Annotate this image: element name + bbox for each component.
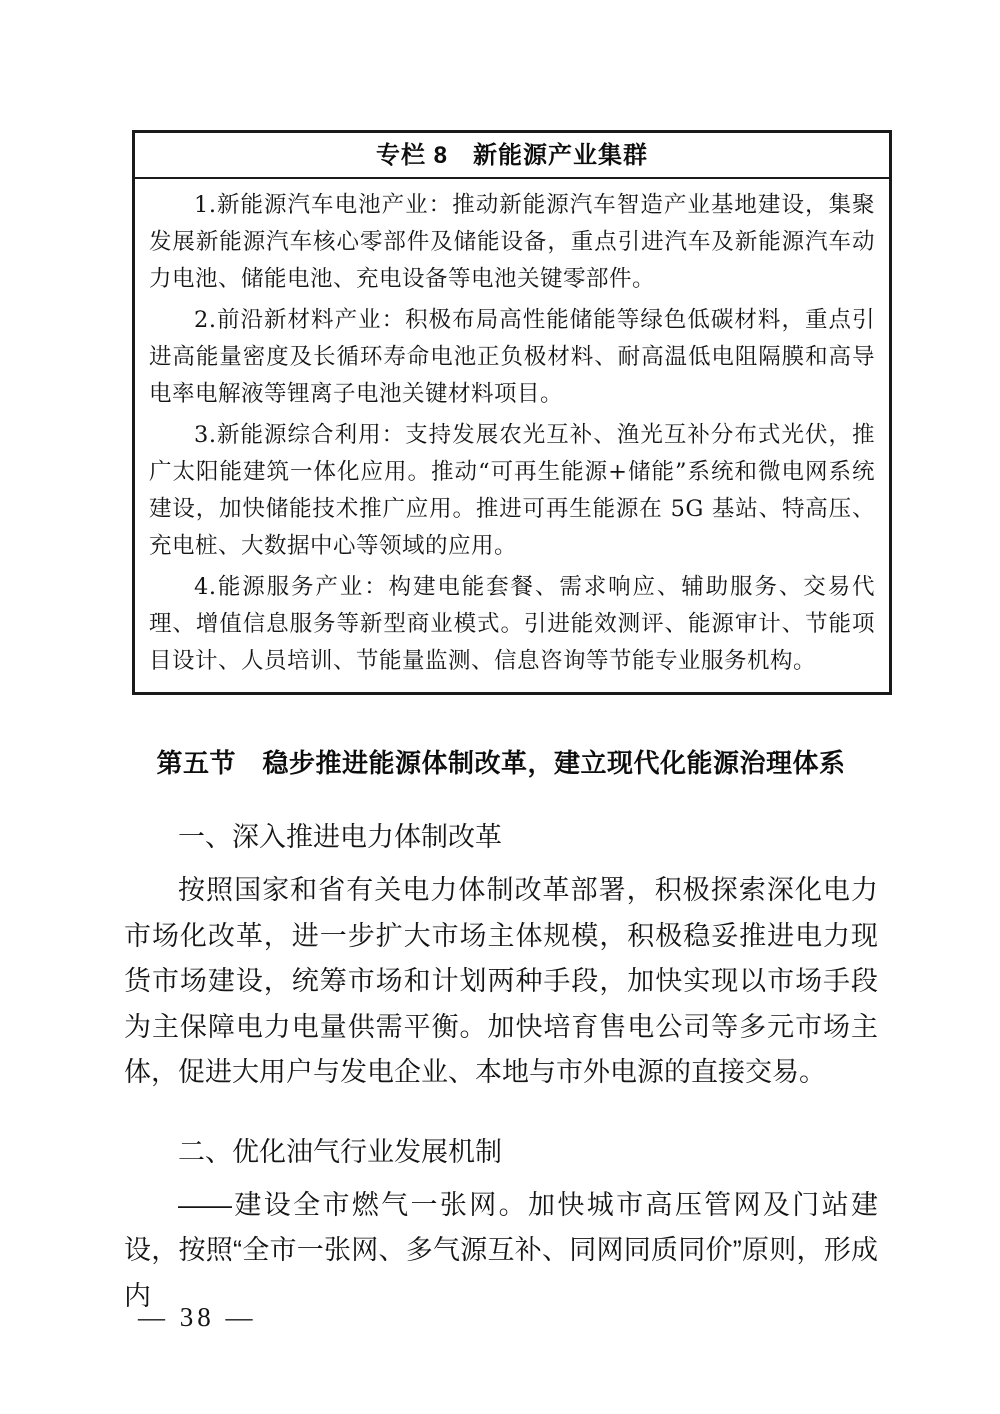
- box-paragraph-3: 3.新能源综合利用：支持发展农光互补、渔光互补分布式光伏，推广太阳能建筑一体化应用。推动“可再生能源+储能”系统和微电网系统建设，加快储能技术推广应用。推进可再生能源在 5G 基站、特高压、充电桩、大数据中心等领域的应用。: [149, 422, 875, 559]
- box-paragraph-2: 2.前沿新材料产业：积极布局高性能储能等绿色低碳材料，重点引进高能量密度及长循环寿命电池正负极材料、耐高温低电阻隔膜和高导电率电解液等锂离子电池关键材料项目。: [149, 307, 875, 407]
- body-paragraph-2: ——建设全市燃气一张网。加快城市高压管网及门站建设，按照“全市一张网、多气源互补、同网同质同价”原则，形成内: [124, 1189, 878, 1311]
- box-paragraph-4: 4.能源服务产业：构建电能套餐、需求响应、辅助服务、交易代理、增值信息服务等新型商业模式。引进能效测评、能源审计、节能项目设计、人员培训、节能量监测、信息咨询等节能专业服务机构。: [149, 574, 875, 674]
- column-box: [132, 130, 892, 695]
- body-paragraph-1: 按照国家和省有关电力体制改革部署，积极探索深化电力市场化改革，进一步扩大市场主体规模，积极稳妥推进电力现货市场建设，统筹市场和计划两种手段，加快实现以市场手段为主保障电力电量供需平衡。加快培育售电公司等多元市场主体，促进大用户与发电企业、本地与市外电源的直接交易。: [124, 875, 878, 1087]
- box-title: 专栏 8 新能源产业集群: [135, 133, 889, 179]
- page-footer: [138, 1302, 257, 1333]
- box-body: [135, 179, 889, 692]
- subsection-heading-1: 一、深入推进电力体制改革: [178, 822, 502, 852]
- page-number: — 38 —: [138, 1302, 257, 1332]
- section-heading: 第五节 稳步推进能源体制改革，建立现代化能源治理体系: [156, 748, 846, 778]
- box-paragraph-1: 1.新能源汽车电池产业：推动新能源汽车智造产业基地建设，集聚发展新能源汽车核心零部件及储能设备，重点引进汽车及新能源汽车动力电池、储能电池、充电设备等电池关键零部件。: [149, 192, 875, 292]
- subsection-heading-2: 二、优化油气行业发展机制: [178, 1136, 502, 1167]
